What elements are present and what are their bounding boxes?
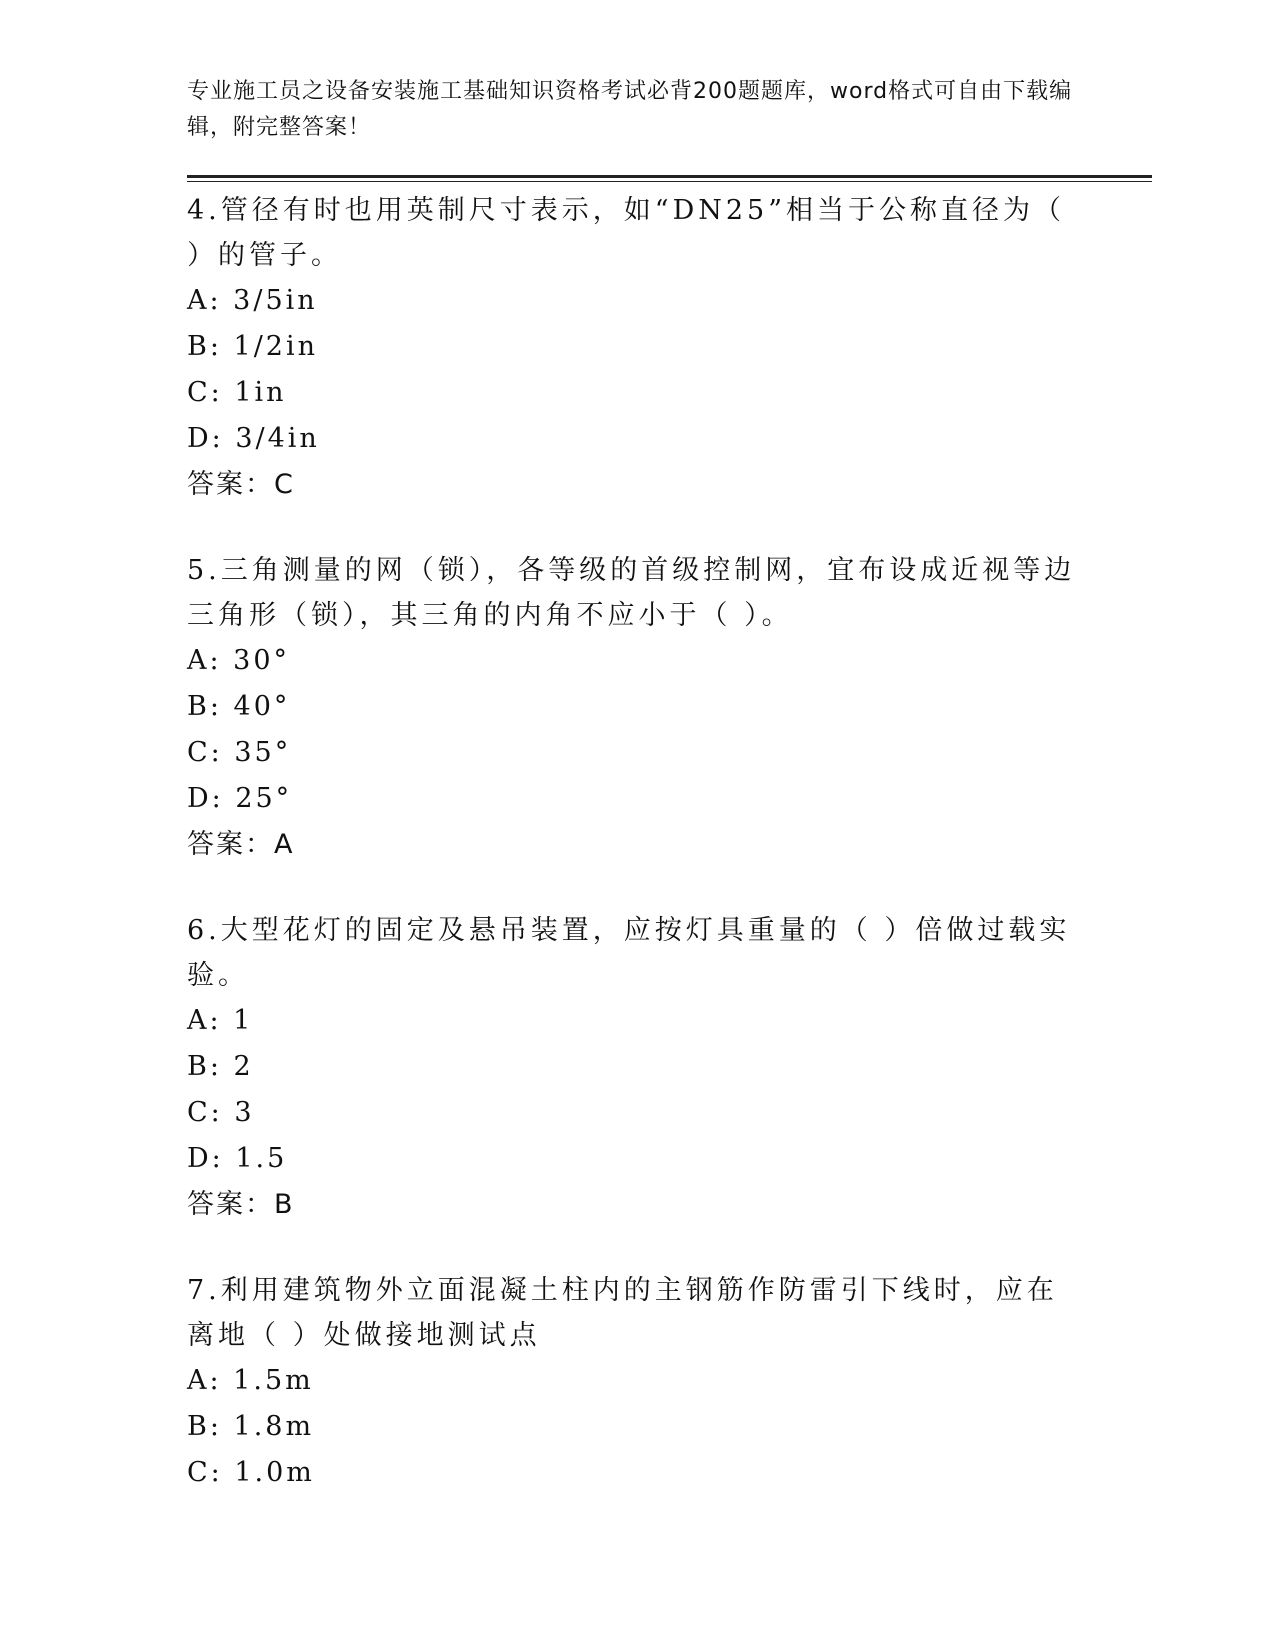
question-list (187, 188, 1087, 1536)
option-b: B: 40° (187, 691, 291, 722)
option-a: A: 30° (187, 645, 291, 676)
answer-line: 答案：C (187, 469, 295, 500)
option-d: D: 3/4in (187, 423, 320, 454)
option-d: D: 25° (187, 783, 293, 814)
question-6 (187, 908, 1087, 1228)
option-a: A: 3/5in (187, 285, 318, 316)
answer-line: 答案：B (187, 1189, 295, 1220)
option-c: C: 35° (187, 737, 292, 768)
option-c: C: 1in (187, 377, 287, 408)
option-b: B: 1/2in (187, 331, 318, 362)
answer-line: 答案：A (187, 829, 295, 860)
question-5 (187, 548, 1087, 868)
question-stem: 4.管径有时也用英制尺寸表示，如“DN25”相当于公称直径为（ ）的管子。 (187, 195, 1065, 271)
header-divider-thick (187, 175, 1152, 178)
question-stem: 5.三角测量的网（锁），各等级的首级控制网，宜布设成近视等边三角形（锁），其三角的内角不应小于（ ）。 (187, 555, 1076, 631)
option-b: B: 2 (187, 1051, 254, 1082)
option-c: C: 1.0m (187, 1457, 315, 1488)
option-b: B: 1.8m (187, 1411, 315, 1442)
question-7 (187, 1268, 1087, 1496)
option-a: A: 1 (187, 1005, 254, 1036)
question-stem: 6.大型花灯的固定及悬吊装置，应按灯具重量的（ ）倍做过载实验。 (187, 915, 1071, 991)
header-divider-thin (187, 181, 1152, 182)
document-header: 专业施工员之设备安装施工基础知识资格考试必背200题题库，word格式可自由下载编辑，附完整答案！ (187, 79, 1073, 140)
option-c: C: 3 (187, 1097, 255, 1128)
question-4 (187, 188, 1087, 508)
option-d: D: 1.5 (187, 1143, 288, 1174)
option-a: A: 1.5m (187, 1365, 314, 1396)
question-stem: 7.利用建筑物外立面混凝土柱内的主钢筋作防雷引下线时，应在离地（ ）处做接地测试点 (187, 1275, 1058, 1351)
